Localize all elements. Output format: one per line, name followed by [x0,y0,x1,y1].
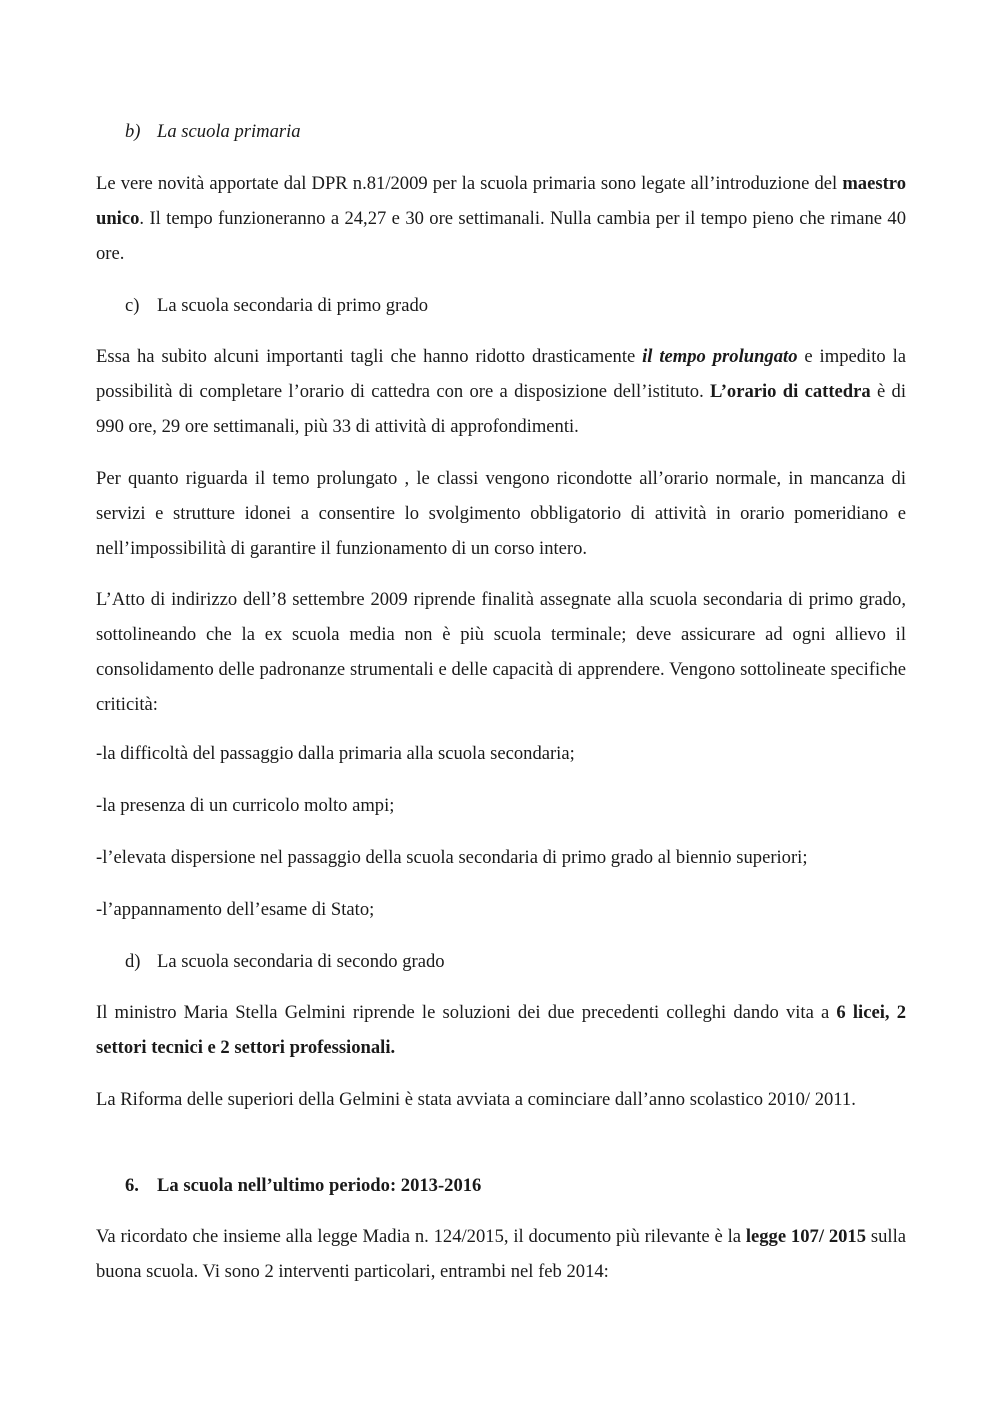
section-title-b: La scuola primaria [157,121,301,142]
bold-term-tempo-prolungato: il tempo prolungato [642,346,798,367]
paragraph-text: è di 990 ore, 29 ore settimanali, più 33 di attività di approfondimenti. [96,381,906,437]
bold-term-licei: 6 licei, 2 settori tecnici e 2 settori professionali. [96,1002,906,1058]
paragraph-text: sulla buona scuola. Vi sono 2 interventi particolari, entrambi nel feb 2014: [96,1226,906,1282]
list-item: -la presenza di un curricolo molto ampi; [96,795,395,816]
paragraph-primaria [96,166,906,271]
paragraph-text: e impedito la possibilità di completare l’orario di cattedra con ore a disposizione dell’istituto. [96,346,906,402]
list-item: -l’appannamento dell’esame di Stato; [96,899,375,920]
section-label-d: d) [125,951,141,972]
paragraph-secondaria-primo [96,339,906,444]
paragraph-text: Le vere novità apportate dal DPR n.81/2009 per la scuola primaria sono legate all’introduzione del [96,173,843,194]
bold-term-maestro-unico: maestro unico [96,173,906,229]
paragraph-tempo-prolungato: Per quanto riguarda il temo prolungato , le classi vengono ricondotte all’orario normale, in mancanza di servizi e strutture idonei a consentire lo svolgimento obbligatorio di attività in orario pomeridiano e nell’impossibilità di garantire il funzionamento di un corso intero. [96,468,906,559]
list-item: -la difficoltà del passaggio dalla primaria alla scuola secondaria; [96,743,575,764]
section-heading-6 [125,1168,481,1203]
section-heading-d [125,944,445,979]
section-label-6: 6. [125,1175,139,1196]
bold-term-legge-107: legge 107/ 2015 [745,1226,867,1247]
section-label-c: c) [125,295,140,316]
section-heading-c [125,288,428,323]
paragraph-text: Va ricordato che insieme alla legge Madia n. 124/2015, il documento più rilevante è la [96,1226,746,1247]
bold-term-orario-cattedra: L’orario di cattedra [710,381,871,402]
section-title-c: La scuola secondaria di primo grado [157,295,429,316]
paragraph-riforma: La Riforma delle superiori della Gelmini è stata avviata a cominciare dall’anno scolastico 2010/ 2011. [96,1089,856,1110]
section-heading-b [125,114,301,149]
paragraph-text: . Il tempo funzioneranno a 24,27 e 30 ore settimanali. Nulla cambia per il tempo pieno che rimane 40 ore. [96,208,906,264]
section-label-b: b) [125,121,141,142]
section-title-d: La scuola secondaria di secondo grado [157,951,445,972]
section-title-6: La scuola nell’ultimo periodo: 2013-2016 [157,1175,482,1196]
paragraph-atto-indirizzo: L’Atto di indirizzo dell’8 settembre 2009 riprende finalità assegnate alla scuola secondaria di primo grado, sottolineando che la ex scuola media non è più scuola terminale; deve assicurare ad ogni allievo il consolidamento delle padronanze strumentali e delle capacità di apprendere. Vengono sottolineate specifiche criticità: [96,589,906,715]
paragraph-buona-scuola [96,1219,906,1289]
paragraph-text: Essa ha subito alcuni importanti tagli che hanno ridotto drasticamente [96,346,643,367]
paragraph-gelmini [96,995,906,1065]
list-item: -l’elevata dispersione nel passaggio della scuola secondaria di primo grado al biennio superiori; [96,847,808,868]
paragraph-text: Il ministro Maria Stella Gelmini riprende le soluzioni dei due precedenti colleghi dando vita a [96,1002,837,1023]
